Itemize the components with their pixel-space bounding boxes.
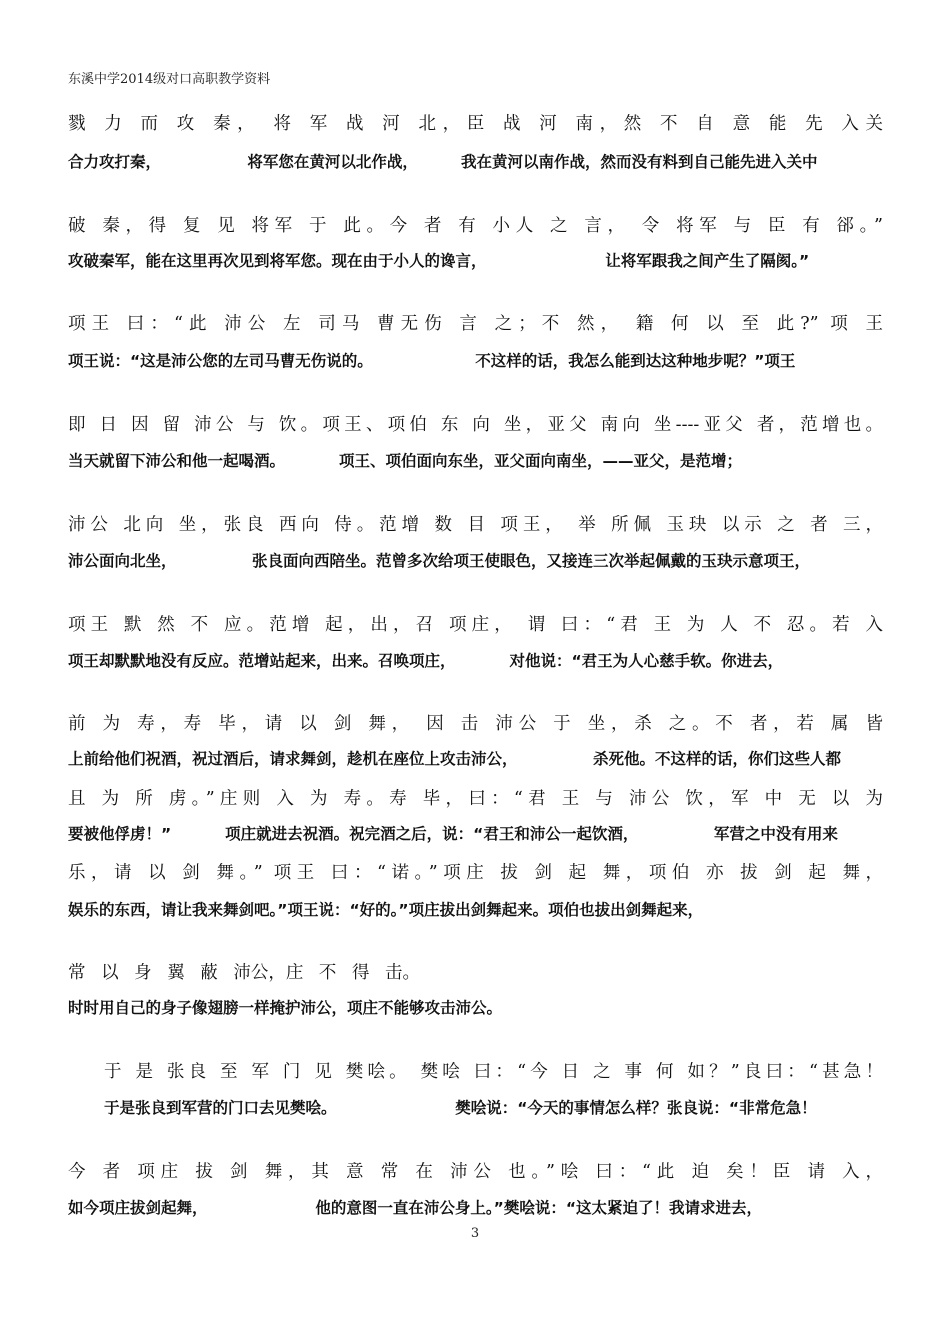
translation-line-12: 如今项庄拔剑起舞， 他的意图一直在沛公身上。”樊哙说：“这太紧迫了！我请求进去， (68, 1199, 763, 1217)
original-line-11: 于 是 张良 至 军 门 见 樊哙。 樊哙 曰：“今 日 之 事 何 如？”良曰：“甚急！ (104, 1062, 883, 1082)
original-line-3: 项王 曰：“此 沛公 左 司马 曹无伤 言 之；不 然， 籍 何 以 至 此?” 项 王 (68, 314, 883, 334)
original-line-10: 常 以 身 翼 蔽 沛公，庄 不 得 击。 (68, 963, 421, 983)
original-line-2: 破 秦，得 复 见 将军 于 此。今 者 有 小人 之 言， 令 将军 与 臣 有 郤。” (68, 216, 883, 236)
translation-line-7: 上前给他们祝酒，祝过酒后，请求舞剑，趁机在座位上攻击沛公， 杀死他。不这样的话，你们这些人都 (68, 750, 842, 768)
original-line-8: 且 为 所 虏。”庄则 入 为 寿。寿 毕，曰：“君 王 与 沛公 饮，军 中 无 以 为 (68, 789, 883, 809)
page-header: 东溪中学2014级对口高职教学资料 (68, 72, 271, 87)
original-line-1: 戮 力 而 攻 秦， 将 军 战 河 北，臣 战 河 南，然 不 自 意 能 先 入关 (68, 114, 883, 134)
translation-line-1: 合力攻打秦， 将军您在黄河以北作战， 我在黄河以南作战，然而没有料到自己能先进入关中 (68, 153, 818, 171)
translation-line-11: 于是张良到军营的门口去见樊哙。 樊哙说：“今天的事情怎么样？张良说：“非常危急！ (104, 1099, 817, 1117)
translation-line-8: 要被他俘虏！” 项庄就进去祝酒。祝完酒之后，说：“君王和沛公一起饮酒， 军营之中没有用来 (68, 825, 838, 843)
translation-line-2: 攻破秦军，能在这里再次见到将军您。现在由于小人的谗言， 让将军跟我之间产生了隔阂。” (68, 252, 810, 270)
original-line-4: 即 日 因 留 沛公 与 饮。项王、项伯 东 向 坐，亚父 南向 坐----亚父 者，范增也。 (68, 415, 883, 435)
page-number: 3 (470, 1226, 480, 1241)
translation-line-3: 项王说：“这是沛公您的左司马曹无伤说的。 不这样的话，我怎么能到达这种地步呢？”项王 (68, 352, 796, 370)
translation-line-9: 娱乐的东西，请让我来舞剑吧。”项王说：“好的。”项庄拔出剑舞起来。项伯也拔出剑舞起来， (68, 901, 704, 919)
translation-line-10: 时时用自己的身子像翅膀一样掩护沛公，项庄不能够攻击沛公。 (68, 999, 503, 1017)
original-line-12: 今 者 项庄 拔 剑 舞，其 意 常 在 沛公 也。”哙 曰：“此 迫 矣！臣 请 入， (68, 1162, 883, 1182)
translation-line-5: 沛公面向北坐， 张良面向西陪坐。范曾多次给项王使眼色，又接连三次举起佩戴的玉玦示意项王， (68, 552, 811, 570)
original-line-9: 乐，请 以 剑 舞。” 项王 曰：“诺。”项庄 拔 剑 起 舞，项伯 亦 拔 剑 起 舞， (68, 863, 883, 883)
original-line-5: 沛公 北向 坐，张良 西向 侍。范增 数 目 项王， 举 所佩 玉玦 以示 之 者 三， (68, 515, 883, 535)
original-line-6: 项王 默 然 不 应。范增 起，出，召 项庄， 谓 曰：“君 王 为 人 不 忍。若 入 (68, 615, 883, 635)
translation-line-4: 当天就留下沛公和他一起喝酒。 项王、项伯面向东坐，亚父面向南坐，——亚父，是范增； (68, 452, 742, 470)
original-line-7: 前 为 寿，寿 毕，请 以 剑 舞， 因 击 沛公 于 坐，杀 之。不 者，若 属 皆 (68, 714, 883, 734)
translation-line-6: 项王却默默地没有反应。范增站起来，出来。召唤项庄， 对他说：“君王为人心慈手软。你进去， (68, 652, 784, 670)
